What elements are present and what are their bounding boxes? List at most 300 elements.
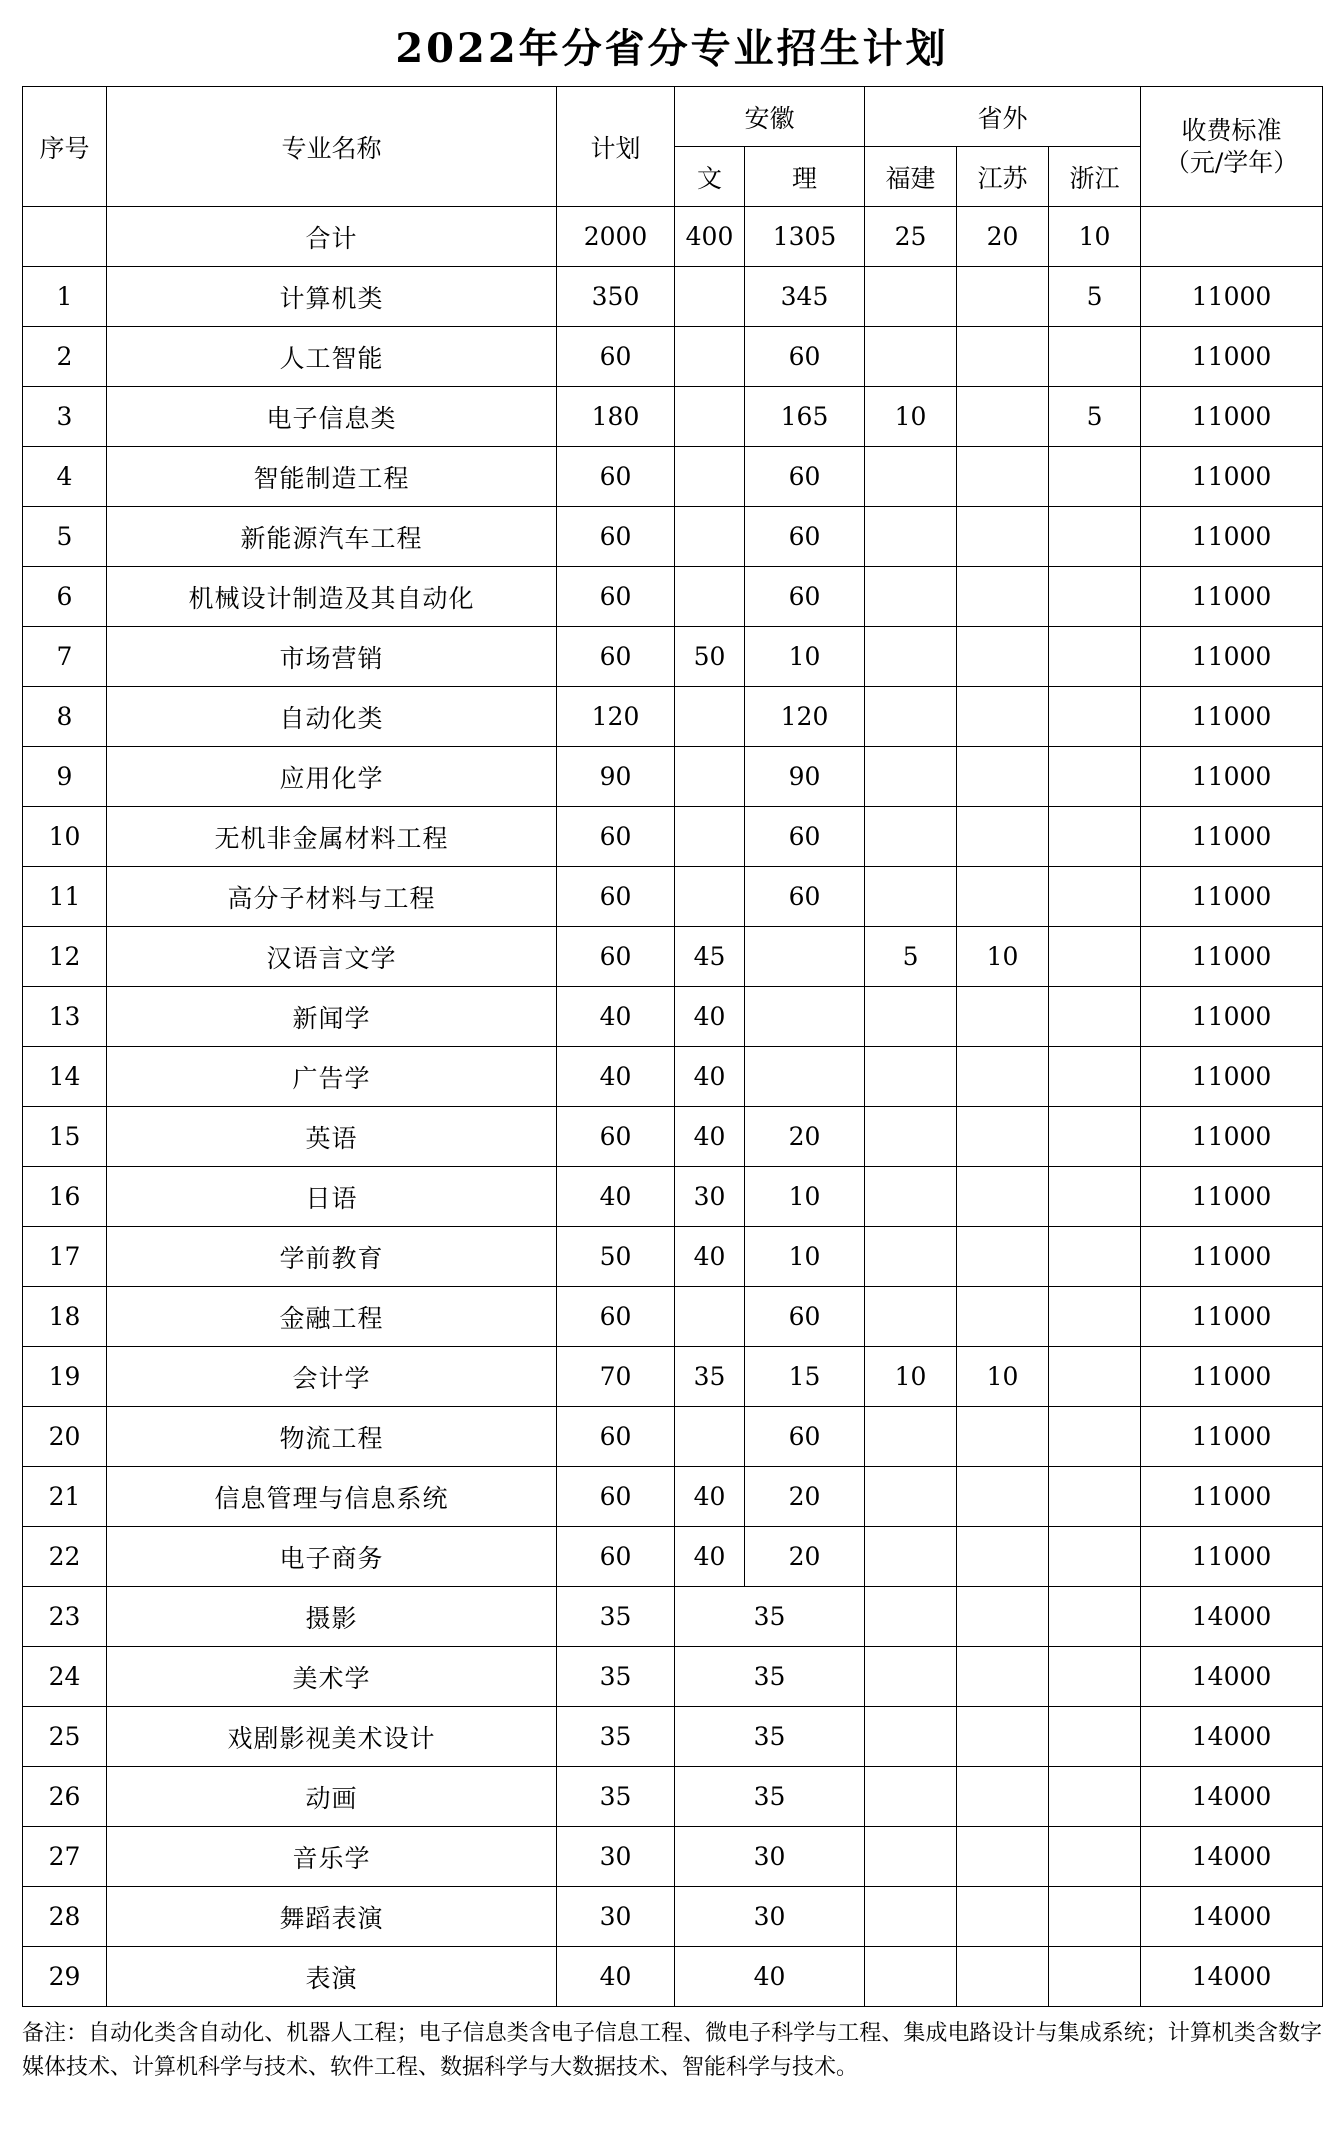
cell-index: 14 — [23, 1047, 107, 1107]
cell-index: 2 — [23, 327, 107, 387]
cell-zhejiang — [1049, 1587, 1141, 1647]
cell-fee: 11000 — [1141, 1047, 1323, 1107]
cell-jiangsu — [957, 1527, 1049, 1587]
cell-index: 16 — [23, 1167, 107, 1227]
cell-jiangsu — [957, 867, 1049, 927]
cell-zhejiang — [1049, 1287, 1141, 1347]
cell-fee: 11000 — [1141, 687, 1323, 747]
cell-li: 15 — [745, 1347, 865, 1407]
cell-plan: 30 — [557, 1827, 675, 1887]
cell-zhejiang — [1049, 1407, 1141, 1467]
header-zhejiang: 浙江 — [1049, 147, 1141, 207]
table-row — [23, 867, 1323, 927]
cell-jiangsu — [957, 1707, 1049, 1767]
cell-fujian — [865, 987, 957, 1047]
cell-zhejiang — [1049, 327, 1141, 387]
cell-jiangsu — [957, 1647, 1049, 1707]
cell-jiangsu — [957, 567, 1049, 627]
cell-wen: 40 — [675, 1227, 745, 1287]
cell-fee: 11000 — [1141, 627, 1323, 687]
cell-zhejiang — [1049, 1767, 1141, 1827]
cell-fujian — [865, 627, 957, 687]
cell-index: 28 — [23, 1887, 107, 1947]
cell-index: 9 — [23, 747, 107, 807]
cell-zhejiang — [1049, 1887, 1141, 1947]
cell-jiangsu — [957, 1587, 1049, 1647]
cell-jiangsu — [957, 1827, 1049, 1887]
cell-major: 戏剧影视美术设计 — [107, 1707, 557, 1767]
cell-major: 表演 — [107, 1947, 557, 2007]
cell-jiangsu — [957, 807, 1049, 867]
cell-plan: 60 — [557, 1287, 675, 1347]
cell-fee: 11000 — [1141, 747, 1323, 807]
table-row — [23, 747, 1323, 807]
cell-fee: 11000 — [1141, 807, 1323, 867]
header-fee-line2: （元/学年） — [1164, 147, 1299, 177]
table-row — [23, 987, 1323, 1047]
cell-major: 日语 — [107, 1167, 557, 1227]
cell-fujian — [865, 1407, 957, 1467]
table-row — [23, 567, 1323, 627]
cell-fujian — [865, 1107, 957, 1167]
cell-zhejiang: 5 — [1049, 387, 1141, 447]
cell-plan: 350 — [557, 267, 675, 327]
table-row — [23, 1827, 1323, 1887]
cell-jiangsu — [957, 1767, 1049, 1827]
cell-plan: 60 — [557, 447, 675, 507]
cell-zhejiang — [1049, 1107, 1141, 1167]
cell-zhejiang — [1049, 567, 1141, 627]
cell-wen — [675, 447, 745, 507]
cell-plan: 90 — [557, 747, 675, 807]
table-row — [23, 447, 1323, 507]
cell-major: 美术学 — [107, 1647, 557, 1707]
cell-zhejiang — [1049, 1167, 1141, 1227]
cell-zhejiang — [1049, 867, 1141, 927]
table-row — [23, 1527, 1323, 1587]
cell-zhejiang — [1049, 507, 1141, 567]
header-row-1 — [23, 87, 1323, 147]
cell-zhejiang — [1049, 627, 1141, 687]
cell-major: 新闻学 — [107, 987, 557, 1047]
cell-fee: 11000 — [1141, 387, 1323, 447]
cell-fee: 14000 — [1141, 1587, 1323, 1647]
cell-jiangsu: 20 — [957, 207, 1049, 267]
table-row — [23, 1887, 1323, 1947]
page-title: 2022年分省分专业招生计划 — [395, 25, 949, 72]
cell-plan: 120 — [557, 687, 675, 747]
cell-major: 舞蹈表演 — [107, 1887, 557, 1947]
cell-li: 60 — [745, 567, 865, 627]
cell-plan: 35 — [557, 1647, 675, 1707]
cell-li: 20 — [745, 1107, 865, 1167]
cell-li: 120 — [745, 687, 865, 747]
header-fee-line1: 收费标准 — [1181, 116, 1282, 146]
header-outside-province: 省外 — [865, 87, 1141, 147]
cell-jiangsu — [957, 1047, 1049, 1107]
cell-fujian — [865, 687, 957, 747]
cell-fee: 11000 — [1141, 1107, 1323, 1167]
cell-plan: 40 — [557, 1167, 675, 1227]
cell-li — [745, 927, 865, 987]
table-row — [23, 1707, 1323, 1767]
cell-fee: 14000 — [1141, 1767, 1323, 1827]
cell-li: 10 — [745, 1227, 865, 1287]
cell-plan: 40 — [557, 987, 675, 1047]
table-row — [23, 1227, 1323, 1287]
cell-li: 165 — [745, 387, 865, 447]
cell-jiangsu — [957, 1287, 1049, 1347]
cell-jiangsu — [957, 1167, 1049, 1227]
cell-wen — [675, 267, 745, 327]
cell-fujian — [865, 1647, 957, 1707]
cell-jiangsu — [957, 267, 1049, 327]
cell-fee: 14000 — [1141, 1887, 1323, 1947]
cell-wen: 40 — [675, 1047, 745, 1107]
cell-fee: 11000 — [1141, 447, 1323, 507]
cell-jiangsu — [957, 1227, 1049, 1287]
cell-jiangsu — [957, 1467, 1049, 1527]
cell-fee: 11000 — [1141, 267, 1323, 327]
cell-wen — [675, 747, 745, 807]
cell-wen — [675, 867, 745, 927]
cell-fujian — [865, 867, 957, 927]
table-row — [23, 267, 1323, 327]
cell-wen: 40 — [675, 987, 745, 1047]
cell-wen: 40 — [675, 1527, 745, 1587]
cell-fee: 11000 — [1141, 507, 1323, 567]
cell-wen: 400 — [675, 207, 745, 267]
cell-fujian — [865, 747, 957, 807]
cell-index: 5 — [23, 507, 107, 567]
cell-wen — [675, 1287, 745, 1347]
cell-fee: 11000 — [1141, 867, 1323, 927]
cell-plan: 180 — [557, 387, 675, 447]
cell-major: 学前教育 — [107, 1227, 557, 1287]
cell-li: 60 — [745, 1287, 865, 1347]
cell-zhejiang — [1049, 747, 1141, 807]
cell-index: 17 — [23, 1227, 107, 1287]
table-row — [23, 687, 1323, 747]
cell-fujian — [865, 567, 957, 627]
cell-plan: 60 — [557, 1527, 675, 1587]
cell-fujian — [865, 807, 957, 867]
cell-art-merged: 30 — [675, 1827, 865, 1887]
cell-fee: 11000 — [1141, 1407, 1323, 1467]
cell-major: 自动化类 — [107, 687, 557, 747]
cell-wen: 50 — [675, 627, 745, 687]
cell-index: 29 — [23, 1947, 107, 2007]
cell-major: 信息管理与信息系统 — [107, 1467, 557, 1527]
cell-art-merged: 30 — [675, 1887, 865, 1947]
cell-index: 24 — [23, 1647, 107, 1707]
cell-jiangsu: 10 — [957, 927, 1049, 987]
table-row — [23, 387, 1323, 447]
cell-major: 高分子材料与工程 — [107, 867, 557, 927]
cell-zhejiang — [1049, 987, 1141, 1047]
cell-fee: 11000 — [1141, 1527, 1323, 1587]
cell-plan: 60 — [557, 1107, 675, 1167]
cell-major: 电子信息类 — [107, 387, 557, 447]
table-row — [23, 507, 1323, 567]
cell-li: 10 — [745, 627, 865, 687]
header-fujian: 福建 — [865, 147, 957, 207]
cell-zhejiang — [1049, 927, 1141, 987]
cell-plan: 70 — [557, 1347, 675, 1407]
cell-major: 智能制造工程 — [107, 447, 557, 507]
cell-art-merged: 35 — [675, 1647, 865, 1707]
cell-zhejiang — [1049, 1047, 1141, 1107]
cell-wen: 35 — [675, 1347, 745, 1407]
cell-li: 60 — [745, 867, 865, 927]
cell-fujian — [865, 1707, 957, 1767]
cell-major: 合计 — [107, 207, 557, 267]
cell-zhejiang — [1049, 1347, 1141, 1407]
cell-plan: 40 — [557, 1047, 675, 1107]
cell-fujian: 10 — [865, 1347, 957, 1407]
cell-art-merged: 35 — [675, 1767, 865, 1827]
cell-major: 音乐学 — [107, 1827, 557, 1887]
cell-index: 15 — [23, 1107, 107, 1167]
cell-art-merged: 35 — [675, 1587, 865, 1647]
cell-fee: 11000 — [1141, 1227, 1323, 1287]
cell-fee: 11000 — [1141, 1287, 1323, 1347]
cell-index: 7 — [23, 627, 107, 687]
cell-major: 新能源汽车工程 — [107, 507, 557, 567]
cell-li: 10 — [745, 1167, 865, 1227]
cell-plan: 60 — [557, 867, 675, 927]
cell-plan: 30 — [557, 1887, 675, 1947]
table-body — [23, 207, 1323, 2007]
cell-index — [23, 207, 107, 267]
table-row — [23, 1347, 1323, 1407]
cell-index: 8 — [23, 687, 107, 747]
table-row — [23, 1647, 1323, 1707]
cell-zhejiang — [1049, 687, 1141, 747]
cell-zhejiang: 10 — [1049, 207, 1141, 267]
cell-jiangsu — [957, 387, 1049, 447]
cell-plan: 60 — [557, 1407, 675, 1467]
table-row — [23, 1587, 1323, 1647]
cell-index: 6 — [23, 567, 107, 627]
cell-plan: 40 — [557, 1947, 675, 2007]
cell-index: 27 — [23, 1827, 107, 1887]
cell-jiangsu: 10 — [957, 1347, 1049, 1407]
cell-jiangsu — [957, 507, 1049, 567]
cell-wen — [675, 807, 745, 867]
cell-li: 345 — [745, 267, 865, 327]
cell-fujian: 10 — [865, 387, 957, 447]
cell-zhejiang — [1049, 1227, 1141, 1287]
table-row — [23, 1047, 1323, 1107]
cell-fee: 14000 — [1141, 1707, 1323, 1767]
cell-li: 20 — [745, 1527, 865, 1587]
cell-zhejiang: 5 — [1049, 267, 1141, 327]
cell-wen: 45 — [675, 927, 745, 987]
table-row — [23, 1947, 1323, 2007]
cell-wen — [675, 687, 745, 747]
cell-fujian — [865, 327, 957, 387]
cell-fee: 11000 — [1141, 327, 1323, 387]
cell-fee — [1141, 207, 1323, 267]
cell-major: 动画 — [107, 1767, 557, 1827]
admission-plan-table — [22, 86, 1323, 2007]
cell-index: 3 — [23, 387, 107, 447]
cell-fujian: 25 — [865, 207, 957, 267]
cell-major: 金融工程 — [107, 1287, 557, 1347]
cell-zhejiang — [1049, 1707, 1141, 1767]
cell-fujian — [865, 1587, 957, 1647]
cell-major: 广告学 — [107, 1047, 557, 1107]
cell-fujian — [865, 447, 957, 507]
cell-index: 11 — [23, 867, 107, 927]
cell-major: 汉语言文学 — [107, 927, 557, 987]
header-fee — [1141, 87, 1323, 207]
cell-index: 19 — [23, 1347, 107, 1407]
cell-zhejiang — [1049, 1947, 1141, 2007]
cell-index: 25 — [23, 1707, 107, 1767]
header-anhui: 安徽 — [675, 87, 865, 147]
cell-wen — [675, 567, 745, 627]
cell-wen — [675, 507, 745, 567]
cell-fujian — [865, 1767, 957, 1827]
cell-index: 13 — [23, 987, 107, 1047]
header-plan: 计划 — [557, 87, 675, 207]
cell-art-merged: 35 — [675, 1707, 865, 1767]
cell-major: 英语 — [107, 1107, 557, 1167]
cell-fujian — [865, 1467, 957, 1527]
cell-li — [745, 1047, 865, 1107]
header-wen: 文 — [675, 147, 745, 207]
cell-wen: 30 — [675, 1167, 745, 1227]
cell-zhejiang — [1049, 1467, 1141, 1527]
cell-wen — [675, 387, 745, 447]
cell-major: 无机非金属材料工程 — [107, 807, 557, 867]
cell-fujian — [865, 267, 957, 327]
cell-li: 60 — [745, 507, 865, 567]
cell-jiangsu — [957, 447, 1049, 507]
cell-zhejiang — [1049, 447, 1141, 507]
cell-art-merged: 40 — [675, 1947, 865, 2007]
cell-fujian — [865, 1167, 957, 1227]
cell-fee: 14000 — [1141, 1827, 1323, 1887]
table-row — [23, 1767, 1323, 1827]
table-header — [23, 87, 1323, 207]
cell-fee: 11000 — [1141, 1347, 1323, 1407]
table-row — [23, 1467, 1323, 1527]
cell-index: 4 — [23, 447, 107, 507]
cell-index: 26 — [23, 1767, 107, 1827]
cell-fujian — [865, 1527, 957, 1587]
cell-plan: 2000 — [557, 207, 675, 267]
cell-plan: 60 — [557, 927, 675, 987]
table-row — [23, 927, 1323, 987]
cell-plan: 60 — [557, 507, 675, 567]
cell-fujian — [865, 1047, 957, 1107]
cell-plan: 35 — [557, 1587, 675, 1647]
cell-index: 12 — [23, 927, 107, 987]
cell-plan: 60 — [557, 627, 675, 687]
table-row — [23, 1107, 1323, 1167]
cell-li: 60 — [745, 1407, 865, 1467]
table-row — [23, 1287, 1323, 1347]
cell-plan: 35 — [557, 1767, 675, 1827]
cell-index: 18 — [23, 1287, 107, 1347]
header-jiangsu: 江苏 — [957, 147, 1049, 207]
cell-major: 会计学 — [107, 1347, 557, 1407]
cell-index: 21 — [23, 1467, 107, 1527]
cell-plan: 60 — [557, 807, 675, 867]
cell-jiangsu — [957, 1887, 1049, 1947]
cell-fujian — [865, 1227, 957, 1287]
cell-zhejiang — [1049, 1527, 1141, 1587]
cell-jiangsu — [957, 1407, 1049, 1467]
cell-major: 物流工程 — [107, 1407, 557, 1467]
cell-major: 摄影 — [107, 1587, 557, 1647]
cell-fujian — [865, 1827, 957, 1887]
cell-fujian — [865, 507, 957, 567]
cell-wen — [675, 1407, 745, 1467]
cell-fee: 11000 — [1141, 567, 1323, 627]
table-row — [23, 807, 1323, 867]
cell-major: 电子商务 — [107, 1527, 557, 1587]
cell-jiangsu — [957, 687, 1049, 747]
cell-li: 20 — [745, 1467, 865, 1527]
cell-jiangsu — [957, 1947, 1049, 2007]
cell-plan: 60 — [557, 327, 675, 387]
cell-jiangsu — [957, 987, 1049, 1047]
cell-plan: 60 — [557, 567, 675, 627]
cell-wen: 40 — [675, 1467, 745, 1527]
cell-fee: 11000 — [1141, 1467, 1323, 1527]
cell-li: 60 — [745, 447, 865, 507]
cell-plan: 60 — [557, 1467, 675, 1527]
table-footnote: 备注：自动化类含自动化、机器人工程；电子信息类含电子信息工程、微电子科学与工程、集成电路设计与集成系统；计算机类含数字媒体技术、计算机科学与技术、软件工程、数据科学与大数据技术、智能科学与技术。 — [22, 2021, 1322, 2081]
cell-fujian — [865, 1947, 957, 2007]
cell-major: 应用化学 — [107, 747, 557, 807]
cell-fujian: 5 — [865, 927, 957, 987]
cell-fee: 11000 — [1141, 927, 1323, 987]
cell-wen — [675, 327, 745, 387]
cell-zhejiang — [1049, 1647, 1141, 1707]
cell-li: 90 — [745, 747, 865, 807]
cell-index: 10 — [23, 807, 107, 867]
cell-zhejiang — [1049, 807, 1141, 867]
cell-major: 机械设计制造及其自动化 — [107, 567, 557, 627]
cell-li: 60 — [745, 327, 865, 387]
cell-jiangsu — [957, 327, 1049, 387]
cell-plan: 35 — [557, 1707, 675, 1767]
cell-jiangsu — [957, 1107, 1049, 1167]
cell-index: 1 — [23, 267, 107, 327]
cell-fee: 11000 — [1141, 987, 1323, 1047]
header-li: 理 — [745, 147, 865, 207]
table-row — [23, 327, 1323, 387]
cell-zhejiang — [1049, 1827, 1141, 1887]
cell-wen: 40 — [675, 1107, 745, 1167]
cell-major: 计算机类 — [107, 267, 557, 327]
cell-major: 人工智能 — [107, 327, 557, 387]
cell-li: 1305 — [745, 207, 865, 267]
cell-fee: 11000 — [1141, 1167, 1323, 1227]
cell-index: 20 — [23, 1407, 107, 1467]
cell-index: 23 — [23, 1587, 107, 1647]
cell-major: 市场营销 — [107, 627, 557, 687]
cell-fujian — [865, 1887, 957, 1947]
cell-li — [745, 987, 865, 1047]
cell-fujian — [865, 1287, 957, 1347]
cell-fee: 14000 — [1141, 1947, 1323, 2007]
